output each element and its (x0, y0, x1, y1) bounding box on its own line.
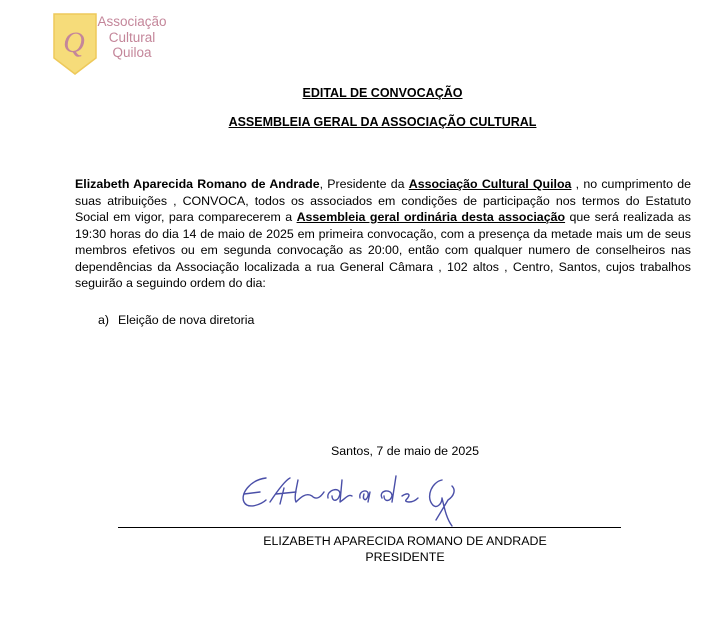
paragraph-part-1: , Presidente da (319, 177, 409, 191)
agenda-item-text: Eleição de nova diretoria (118, 313, 255, 327)
president-name: Elizabeth Aparecida Romano de Andrade (75, 177, 320, 191)
assembly-name: Assembleia geral ordinária desta associação (296, 210, 566, 224)
paragraph-part-3: que será realizada as 19:30 horas do dia 14 de maio de 2025 em primeira convocação, com a presença da metade mais um de seus membros efetivos ou em segunda convocação as 20:00, então com qualquer numero de conselheiros nas dependências da Associação localizada a rua General Câmara , 102 altos , Centro, Santos, cujos trabalhos seguirão a seguindo ordem do dia: (75, 210, 691, 290)
association-name: Associação Cultural Quiloa (408, 177, 572, 191)
logo-line-2: Cultural (108, 29, 156, 45)
agenda-item-marker: a) (98, 313, 110, 327)
logo-text (94, 14, 170, 61)
handwritten-signature (236, 470, 506, 532)
signature-line (118, 527, 621, 528)
convocation-paragraph (75, 176, 691, 292)
logo-line-1: Associação (97, 14, 167, 29)
logo-line-3: Quiloa (112, 45, 152, 60)
document-subtitle: ASSEMBLEIA GERAL DA ASSOCIAÇÃO CULTURAL (228, 115, 537, 129)
agenda-item (98, 313, 254, 327)
signatory-role: PRESIDENTE (365, 550, 445, 564)
date-line: Santos, 7 de maio de 2025 (330, 444, 480, 458)
logo-badge-icon (52, 12, 98, 76)
association-logo (52, 12, 172, 78)
paragraph-part-2: , no cumprimento de suas atribuições , CONVOCA, todos os associados em condições de participação nos termos do Estatuto Social em vigor, para comparecerem a (75, 177, 691, 224)
document-title: EDITAL DE CONVOCAÇÃO (302, 86, 463, 100)
logo-initial: Q (63, 26, 85, 59)
signatory-name: ELIZABETH APARECIDA ROMANO DE ANDRADE (263, 534, 547, 548)
